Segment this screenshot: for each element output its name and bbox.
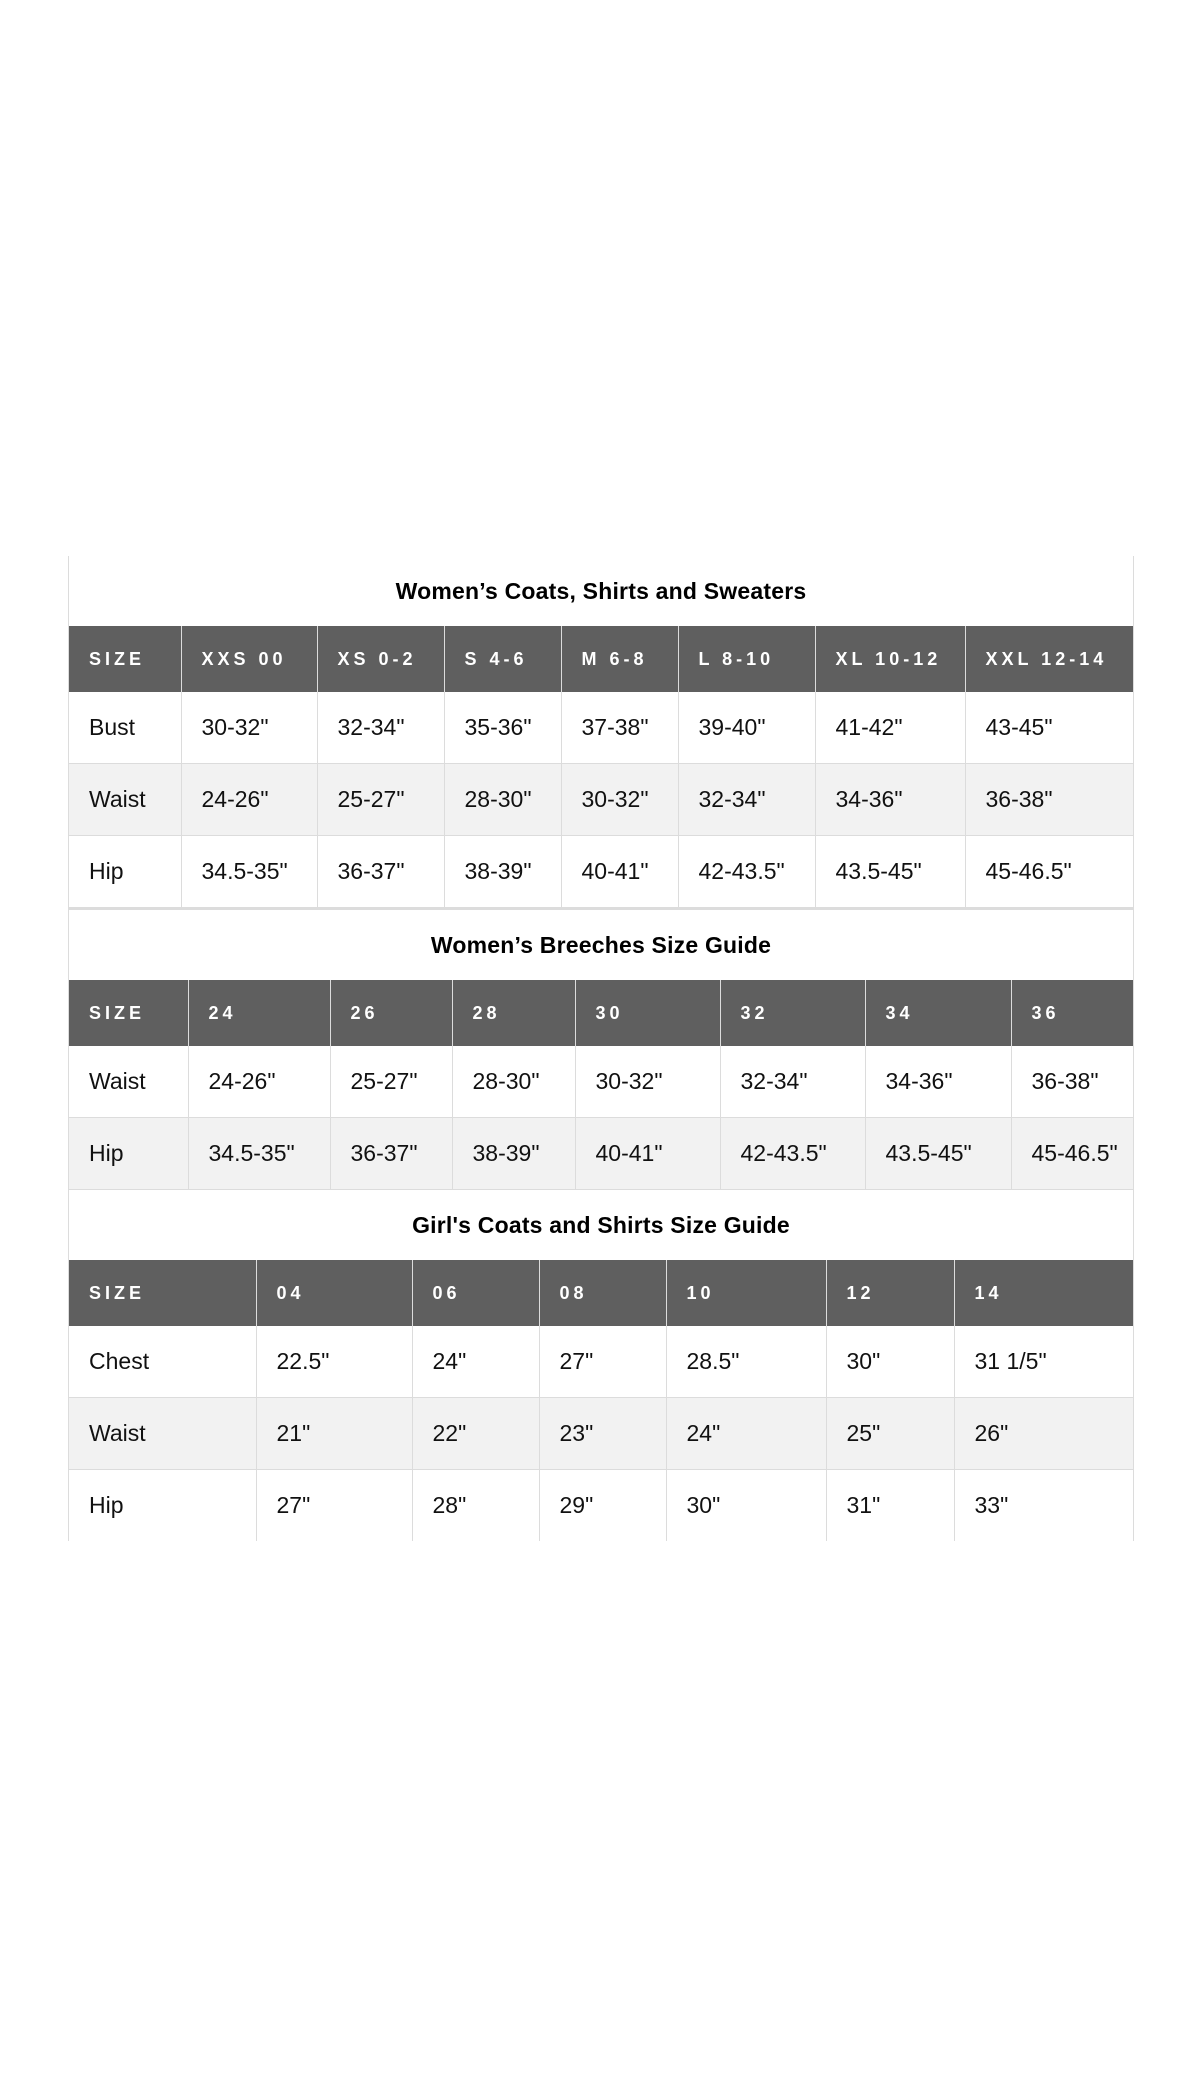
table-cell: 45-46.5" [1011,1118,1133,1190]
table-cell: 24" [666,1398,826,1470]
table-cell: 45-46.5" [965,836,1133,908]
table-cell: 26" [954,1398,1133,1470]
row-label: Chest [69,1326,256,1398]
column-header: 08 [539,1260,666,1326]
column-header: 32 [720,980,865,1046]
size-table-womens-coats [69,626,1133,908]
table-cell: 29" [539,1470,666,1542]
table-cell: 28-30" [444,764,561,836]
row-label: Hip [69,836,181,908]
column-header: 06 [412,1260,539,1326]
table-row [69,692,1133,764]
column-header: 26 [330,980,452,1046]
table-cell: 27" [256,1470,412,1542]
table-cell: 31" [826,1470,954,1542]
column-header: 34 [865,980,1011,1046]
table-row [69,1398,1133,1470]
table-cell: 28-30" [452,1046,575,1118]
section-title-girls-coats: Girl's Coats and Shirts Size Guide [69,1190,1133,1260]
column-header: XL 10-12 [815,626,965,692]
column-header: 14 [954,1260,1133,1326]
table-cell: 25-27" [330,1046,452,1118]
column-header: SIZE [69,626,181,692]
size-table-womens-breeches [69,980,1133,1190]
table-cell: 43-45" [965,692,1133,764]
table-cell: 27" [539,1326,666,1398]
row-label: Waist [69,1046,188,1118]
column-header: 28 [452,980,575,1046]
table-cell: 41-42" [815,692,965,764]
table-row [69,1118,1133,1190]
section-title-womens-coats: Women’s Coats, Shirts and Sweaters [69,556,1133,626]
table-row [69,836,1133,908]
table-cell: 40-41" [561,836,678,908]
column-header: SIZE [69,1260,256,1326]
table-cell: 32-34" [317,692,444,764]
table-cell: 43.5-45" [815,836,965,908]
table-cell: 36-37" [317,836,444,908]
table-cell: 36-38" [1011,1046,1133,1118]
column-header: 12 [826,1260,954,1326]
table-cell: 30-32" [181,692,317,764]
table-cell: 25-27" [317,764,444,836]
column-header: 36 [1011,980,1133,1046]
table-cell: 30-32" [575,1046,720,1118]
row-label: Bust [69,692,181,764]
table-cell: 42-43.5" [678,836,815,908]
table-cell: 36-37" [330,1118,452,1190]
table-cell: 34.5-35" [181,836,317,908]
table-cell: 36-38" [965,764,1133,836]
column-header: 10 [666,1260,826,1326]
table-cell: 24-26" [188,1046,330,1118]
table-row [69,764,1133,836]
column-header: 30 [575,980,720,1046]
table-cell: 32-34" [678,764,815,836]
table-cell: 38-39" [444,836,561,908]
table-header-row [69,980,1133,1046]
table-cell: 28" [412,1470,539,1542]
column-header: XS 0-2 [317,626,444,692]
table-cell: 24" [412,1326,539,1398]
column-header: XXS 00 [181,626,317,692]
column-header: XXL 12-14 [965,626,1133,692]
table-cell: 42-43.5" [720,1118,865,1190]
table-cell: 38-39" [452,1118,575,1190]
column-header: SIZE [69,980,188,1046]
column-header: 04 [256,1260,412,1326]
table-cell: 39-40" [678,692,815,764]
table-cell: 34-36" [865,1046,1011,1118]
table-row [69,1326,1133,1398]
column-header: L 8-10 [678,626,815,692]
table-cell: 34-36" [815,764,965,836]
row-label: Waist [69,1398,256,1470]
table-cell: 34.5-35" [188,1118,330,1190]
size-guide [68,556,1134,1541]
table-cell: 25" [826,1398,954,1470]
table-cell: 22" [412,1398,539,1470]
row-label: Hip [69,1118,188,1190]
table-cell: 24-26" [181,764,317,836]
table-cell: 33" [954,1470,1133,1542]
row-label: Hip [69,1470,256,1542]
table-cell: 43.5-45" [865,1118,1011,1190]
table-cell: 21" [256,1398,412,1470]
table-header-row [69,626,1133,692]
column-header: S 4-6 [444,626,561,692]
table-cell: 30" [826,1326,954,1398]
table-header-row [69,1260,1133,1326]
column-header: M 6-8 [561,626,678,692]
table-cell: 32-34" [720,1046,865,1118]
table-cell: 30" [666,1470,826,1542]
size-table-girls-coats [69,1260,1133,1541]
row-label: Waist [69,764,181,836]
table-row [69,1470,1133,1542]
table-cell: 30-32" [561,764,678,836]
column-header: 24 [188,980,330,1046]
section-title-womens-breeches: Women’s Breeches Size Guide [69,910,1133,980]
table-cell: 28.5" [666,1326,826,1398]
table-cell: 22.5" [256,1326,412,1398]
table-cell: 23" [539,1398,666,1470]
table-row [69,1046,1133,1118]
table-cell: 40-41" [575,1118,720,1190]
table-cell: 35-36" [444,692,561,764]
table-cell: 37-38" [561,692,678,764]
table-cell: 31 1/5" [954,1326,1133,1398]
